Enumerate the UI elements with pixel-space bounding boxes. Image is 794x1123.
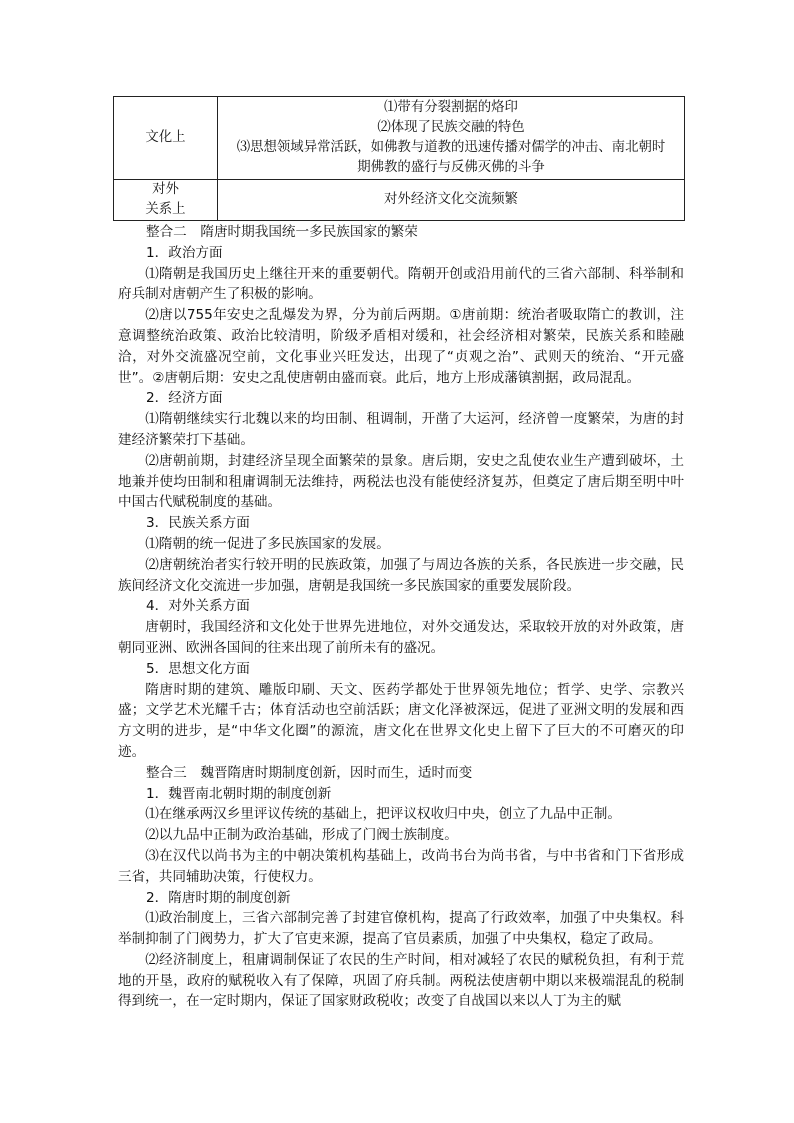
table-row bbox=[114, 180, 685, 221]
row-label-text: 文化上 bbox=[145, 130, 186, 145]
paragraph: ⑶在汉代以尚书为主的中朝决策机构基础上，改尚书台为尚书省，与中书省和门下省形成三省，共同辅助决策，行使权力。 bbox=[118, 847, 684, 885]
paragraph: ⑵经济制度上，租庸调制保证了农民的生产时间，相对减轻了农民的赋税负担，有利于荒地的开垦，政府的赋税收入有了保障，巩固了府兵制。两税法使唐朝中期以来极端混乱的税制得到统一，在一定时期内，保证了国家财政税收；改变了自战国以来以人丁为主的赋 bbox=[118, 951, 684, 1010]
subsection-heading: 2．经济方面 bbox=[146, 390, 223, 407]
paragraph: ⑴隋朝是我国历史上继往开来的重要朝代。隋朝开创或沿用前代的三省六部制、科举制和府兵制对唐朝产生了积极的影响。 bbox=[118, 265, 684, 303]
section-heading: 整合三 魏晋隋唐时期制度创新，因时而生，适时而变 bbox=[146, 764, 473, 781]
paragraph: ⑵以九品中正制为政治基础，形成了门阀士族制度。 bbox=[145, 827, 458, 844]
table-line: 对外经济文化交流频繁 bbox=[384, 192, 518, 207]
paragraph: ⑵唐以755年安史之乱爆发为界，分为前后两期。①唐前期：统治者吸取隋亡的教训，注意调整统治政策、政治比较清明，阶级矛盾相对缓和，社会经济相对繁荣，民族关系和睦融洽，对外交流盛况空前，文化事业兴旺发达，出现了“贞观之治”、武则天的统治、“开元盛世”。②唐朝后期：安史之乱使唐朝由盛而衰。此后，地方上形成藩镇割据，政局混乱。 bbox=[118, 307, 684, 386]
paragraph: ⑴隋朝继续实行北魏以来的均田制、租调制，开凿了大运河，经济曾一度繁荣，为唐的封建经济繁荣打下基础。 bbox=[118, 411, 684, 448]
table-line: ⑵体现了民族交融的特色 bbox=[377, 120, 525, 135]
subsection-heading: 4．对外关系方面 bbox=[146, 598, 250, 615]
row-label-text: 对外 bbox=[152, 182, 179, 197]
row-label-foreign bbox=[114, 180, 218, 221]
summary-table bbox=[113, 96, 685, 221]
paragraph: ⑵唐朝统治者实行较开明的民族政策，加强了与周边各族的关系，各民族进一步交融，民族间经济文化交流进一步加强，唐朝是我国统一多民族国家的重要发展阶段。 bbox=[118, 556, 684, 594]
table-line: ⑶思想领域异常活跃，如佛教与道教的迅速传播对儒学的冲击、南北朝时 bbox=[236, 140, 666, 155]
row-label-culture bbox=[114, 97, 218, 180]
row-label-text: 关系上 bbox=[145, 202, 186, 217]
subsection-heading: 2．隋唐时期的制度创新 bbox=[146, 889, 291, 906]
table-row bbox=[114, 97, 685, 180]
row-content-foreign bbox=[218, 180, 685, 221]
paragraph: ⑴在继承两汉乡里评议传统的基础上，把评议权收归中央，创立了九品中正制。 bbox=[145, 806, 621, 823]
table-line: ⑴带有分裂割据的烙印 bbox=[384, 100, 518, 115]
paragraph: 隋唐时期的建筑、雕版印刷、天文、医药学都处于世界领先地位；哲学、史学、宗教兴盛；文学艺术光耀千古；体育活动也空前活跃；唐文化泽被深远，促进了亚洲文明的发展和西方文明的进步，是“中华文化圈”的源流，唐文化在世界文化史上留下了巨大的不可磨灭的印迹。 bbox=[118, 681, 684, 760]
paragraph: ⑵唐朝前期，封建经济呈现全面繁荣的景象。唐后期，安史之乱使农业生产遭到破坏，土地兼并使均田制和租庸调制无法维持，两税法也没有能使经济复苏，但奠定了唐后期至明中叶中国古代赋税制度的基础。 bbox=[118, 452, 684, 511]
subsection-heading: 1．政治方面 bbox=[146, 244, 223, 261]
paragraph: ⑴政治制度上，三省六部制完善了封建官僚机构，提高了行政效率，加强了中央集权。科举制抑制了门阀势力，扩大了官吏来源，提高了官员素质，加强了中央集权，稳定了政局。 bbox=[118, 910, 684, 948]
paragraph: ⑴隋朝的统一促进了多民族国家的发展。 bbox=[145, 535, 390, 552]
body-text bbox=[118, 222, 684, 1012]
subsection-heading: 5．思想文化方面 bbox=[146, 660, 250, 677]
table-line: 期佛教的盛行与反佛灭佛的斗争 bbox=[357, 160, 545, 175]
subsection-heading: 3．民族关系方面 bbox=[146, 515, 250, 532]
paragraph: 唐朝时，我国经济和文化处于世界先进地位，对外交通发达，采取较开放的对外政策，唐朝同亚洲、欧洲各国间的往来出现了前所未有的盛况。 bbox=[118, 619, 684, 656]
subsection-heading: 1．魏晋南北朝时期的制度创新 bbox=[146, 785, 332, 802]
section-heading: 整合二 隋唐时期我国统一多民族国家的繁荣 bbox=[146, 224, 418, 240]
row-content-culture bbox=[218, 97, 685, 180]
